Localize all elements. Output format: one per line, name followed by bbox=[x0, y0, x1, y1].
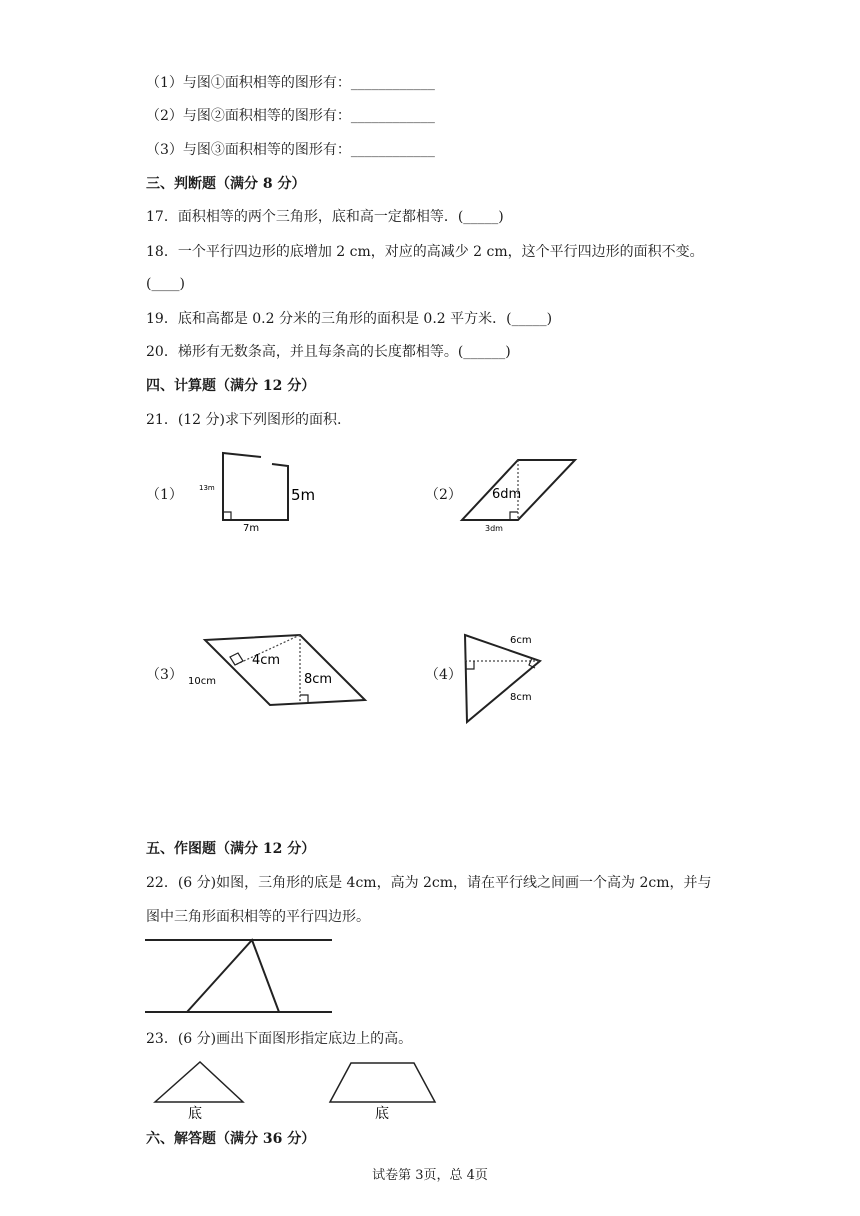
section-heading-calculation: 四、计算题（满分 12 分） bbox=[146, 378, 316, 394]
question-23: 23．(6 分)画出下面图形指定底边上的高。 bbox=[146, 1031, 413, 1047]
figure-3-h2-label: 8cm bbox=[304, 672, 333, 687]
figure-4-top-label: 6cm bbox=[510, 635, 532, 646]
question-22-line-2: 图中三角形面积相等的平行四边形。 bbox=[146, 909, 370, 925]
figure-1-left-label: 13m bbox=[199, 484, 215, 492]
q16-item-1: （1）与图①面积相等的图形有：____________ bbox=[146, 75, 435, 91]
figure-3-side-label: 10cm bbox=[188, 676, 216, 687]
question-20: 20．梯形有无数条高，并且每条高的长度都相等。(______) bbox=[146, 344, 511, 360]
figure-2-number: （2） bbox=[425, 487, 462, 503]
question-19: 19．底和高都是 0.2 分米的三角形的面积是 0.2 平方米．(_____) bbox=[146, 311, 553, 327]
figure-2-parallelogram bbox=[455, 455, 585, 535]
figure-1-right-label: 5m bbox=[291, 486, 316, 504]
section-heading-answers: 六、解答题（满分 36 分） bbox=[146, 1131, 316, 1147]
question-23-trapezoid bbox=[325, 1058, 440, 1123]
trapezoid-base-label: 底 bbox=[375, 1106, 389, 1122]
section-heading-judgement: 三、判断题（满分 8 分） bbox=[146, 176, 306, 192]
figure-1-bottom-label: 7m bbox=[243, 523, 260, 534]
figure-1-number: （1） bbox=[146, 487, 183, 503]
question-18-line-1: 18．一个平行四边形的底增加 2 cm，对应的高减少 2 cm，这个平行四边形的面积不变。 bbox=[146, 244, 704, 260]
figure-4-bottom-label: 8cm bbox=[510, 692, 532, 703]
figure-2-height-label: 6dm bbox=[492, 487, 522, 502]
figure-3-h1-label: 4cm bbox=[252, 653, 281, 668]
question-23-triangle bbox=[150, 1058, 250, 1123]
page-footer: 试卷第 3页，总 4页 bbox=[372, 1168, 488, 1183]
question-21: 21．(12 分)求下列图形的面积. bbox=[146, 412, 342, 428]
question-22-line-1: 22．(6 分)如图，三角形的底是 4cm，高为 2cm，请在平行线之间画一个高为 2cm，并与 bbox=[146, 875, 712, 891]
figure-1-trapezoid bbox=[190, 450, 330, 535]
question-17: 17．面积相等的两个三角形，底和高一定都相等．(_____) bbox=[146, 209, 504, 225]
figure-2-base-label: 3dm bbox=[485, 524, 503, 533]
figure-4-number: （4） bbox=[425, 667, 462, 683]
question-22-figure bbox=[140, 932, 340, 1022]
triangle-base-label: 底 bbox=[188, 1106, 202, 1122]
q16-item-3: （3）与图③面积相等的图形有：____________ bbox=[146, 142, 435, 158]
question-18-line-2: (____) bbox=[146, 276, 185, 292]
section-heading-drawing: 五、作图题（满分 12 分） bbox=[146, 841, 316, 857]
figure-4-triangle bbox=[455, 625, 555, 725]
q16-item-2: （2）与图②面积相等的图形有：____________ bbox=[146, 108, 435, 124]
figure-3-number: （3） bbox=[146, 667, 183, 683]
figure-3-parallelogram bbox=[180, 630, 375, 715]
